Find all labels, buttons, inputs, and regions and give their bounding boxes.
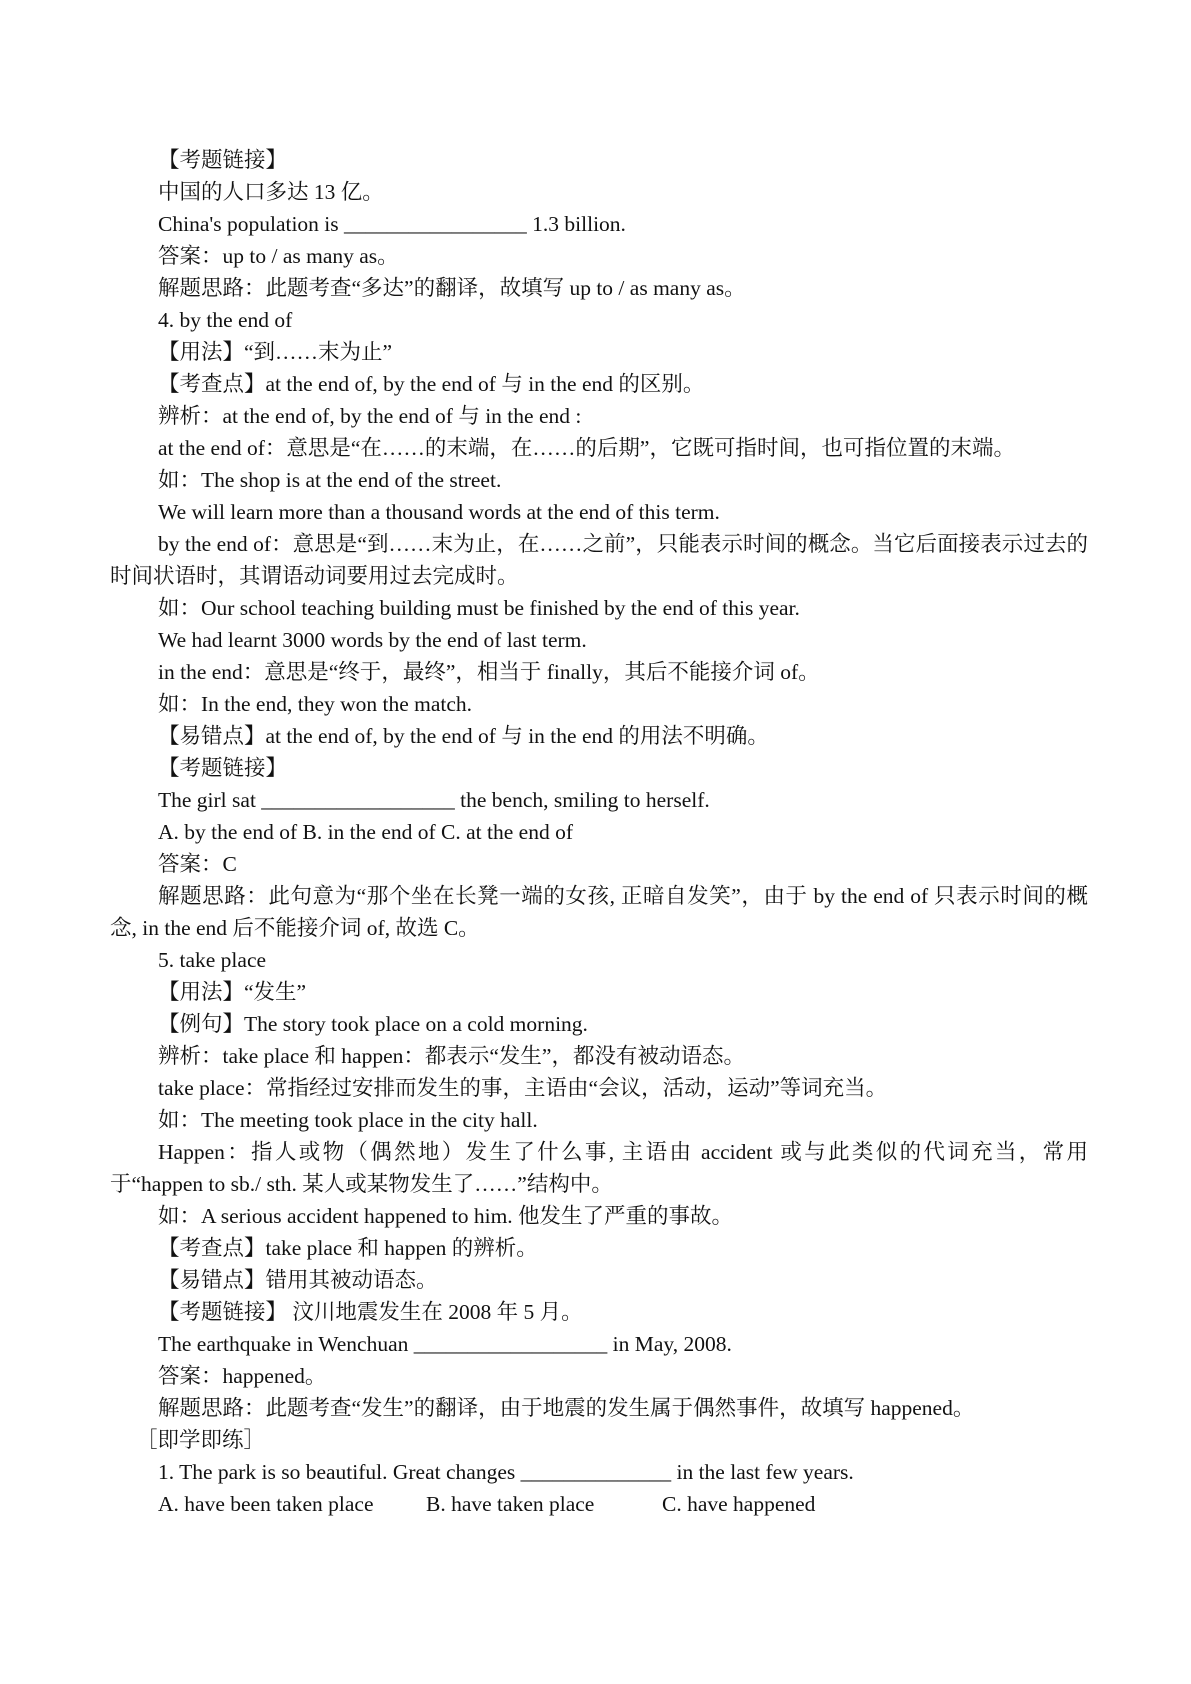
exercise-prompt: 中国的人口多达 13 亿。 [158, 180, 384, 204]
usage-line: 【用法】“到……末为止” [158, 340, 393, 364]
test-point-line: 【考查点】at the end of, by the end of 与 in the end 的区别。 [158, 372, 705, 396]
option-c: C. have happened [662, 1492, 816, 1516]
analysis-line: 辨析：at the end of, by the end of 与 in the end : [158, 404, 582, 428]
example-line: 如：A serious accident happened to him. 他发生了严重的事故。 [158, 1204, 734, 1228]
explanation-paragraph: 解题思路：此句意为“那个坐在长凳一端的女孩, 正暗自发笑”，由于 by the end of 只表示时间的概念, in the end 后不能接介词 of, 故选 C。 [110, 884, 1088, 940]
answer-line: 答案：up to / as many as。 [158, 244, 399, 268]
test-point-line: 【考查点】take place 和 happen 的辨析。 [158, 1236, 538, 1260]
paragraph-in-the-end: in the end：意思是“终于，最终”，相当于 finally，其后不能接介词 of。 [158, 660, 820, 684]
section-label: 【考题链接】 汶川地震发生在 2008 年 5 月。 [158, 1300, 583, 1324]
section-label: 【考题链接】 [158, 756, 288, 780]
example-line: We had learnt 3000 words by the end of last term. [158, 628, 587, 652]
analysis-line: 辨析：take place 和 happen：都表示“发生”，都没有被动语态。 [158, 1044, 745, 1068]
explanation-line: 解题思路：此题考查“发生”的翻译，由于地震的发生属于偶然事件，故填写 happened。 [158, 1396, 975, 1420]
explanation-line: 解题思路：此题考查“多达”的翻译，故填写 up to / as many as。 [158, 276, 746, 300]
document-page [110, 144, 1088, 1520]
exercise-sentence: The earthquake in Wenchuan __________________ in May, 2008. [158, 1332, 732, 1356]
answer-line: 答案：C [158, 852, 237, 876]
example-line: 如：Our school teaching building must be finished by the end of this year. [158, 596, 800, 620]
example-line: We will learn more than a thousand words at the end of this term. [158, 500, 720, 524]
paragraph-at-the-end-of: at the end of：意思是“在……的末端，在……的后期”，它既可指时间，也可指位置的末端。 [158, 436, 1015, 460]
section-label: 【考题链接】 [158, 148, 288, 172]
practice-question: 1. The park is so beautiful. Great changes ______________ in the last few years. [158, 1460, 854, 1484]
example-sentence-line: 【例句】The story took place on a cold morning. [158, 1012, 588, 1036]
answer-line: 答案：happened。 [158, 1364, 327, 1388]
heading-take-place: 5. take place [158, 948, 267, 972]
exercise-sentence: The girl sat __________________ the bench, smiling to herself. [158, 788, 710, 812]
option-b: B. have taken place [426, 1492, 595, 1516]
paragraph-by-the-end-of: by the end of：意思是“到……末为止，在……之前”，只能表示时间的概念。当它后面接表示过去的时间状语时，其谓语动词要用过去完成时。 [110, 532, 1088, 588]
practice-heading: ［即学即练］ [136, 1428, 266, 1452]
example-line: 如：The shop is at the end of the street. [158, 468, 502, 492]
practice-options [110, 1488, 1088, 1520]
error-point-line: 【易错点】at the end of, by the end of 与 in the end 的用法不明确。 [158, 724, 769, 748]
usage-line: 【用法】“发生” [158, 980, 307, 1004]
exercise-options: A. by the end of B. in the end of C. at the end of [158, 820, 573, 844]
example-line: 如：In the end, they won the match. [158, 692, 473, 716]
paragraph-take-place: take place：常指经过安排而发生的事，主语由“会议，活动，运动”等词充当。 [158, 1076, 888, 1100]
paragraph-happen: Happen：指人或物（偶然地）发生了什么事, 主语由 accident 或与此类似的代词充当，常用于“happen to sb./ sth. 某人或某物发生了……”结构中。 [110, 1140, 1088, 1196]
exercise-sentence: China's population is _________________ 1.3 billion. [158, 212, 626, 236]
heading-by-the-end-of: 4. by the end of [158, 308, 293, 332]
example-line: 如：The meeting took place in the city hall. [158, 1108, 538, 1132]
error-point-line: 【易错点】错用其被动语态。 [158, 1268, 438, 1292]
option-a: A. have been taken place [158, 1492, 374, 1516]
